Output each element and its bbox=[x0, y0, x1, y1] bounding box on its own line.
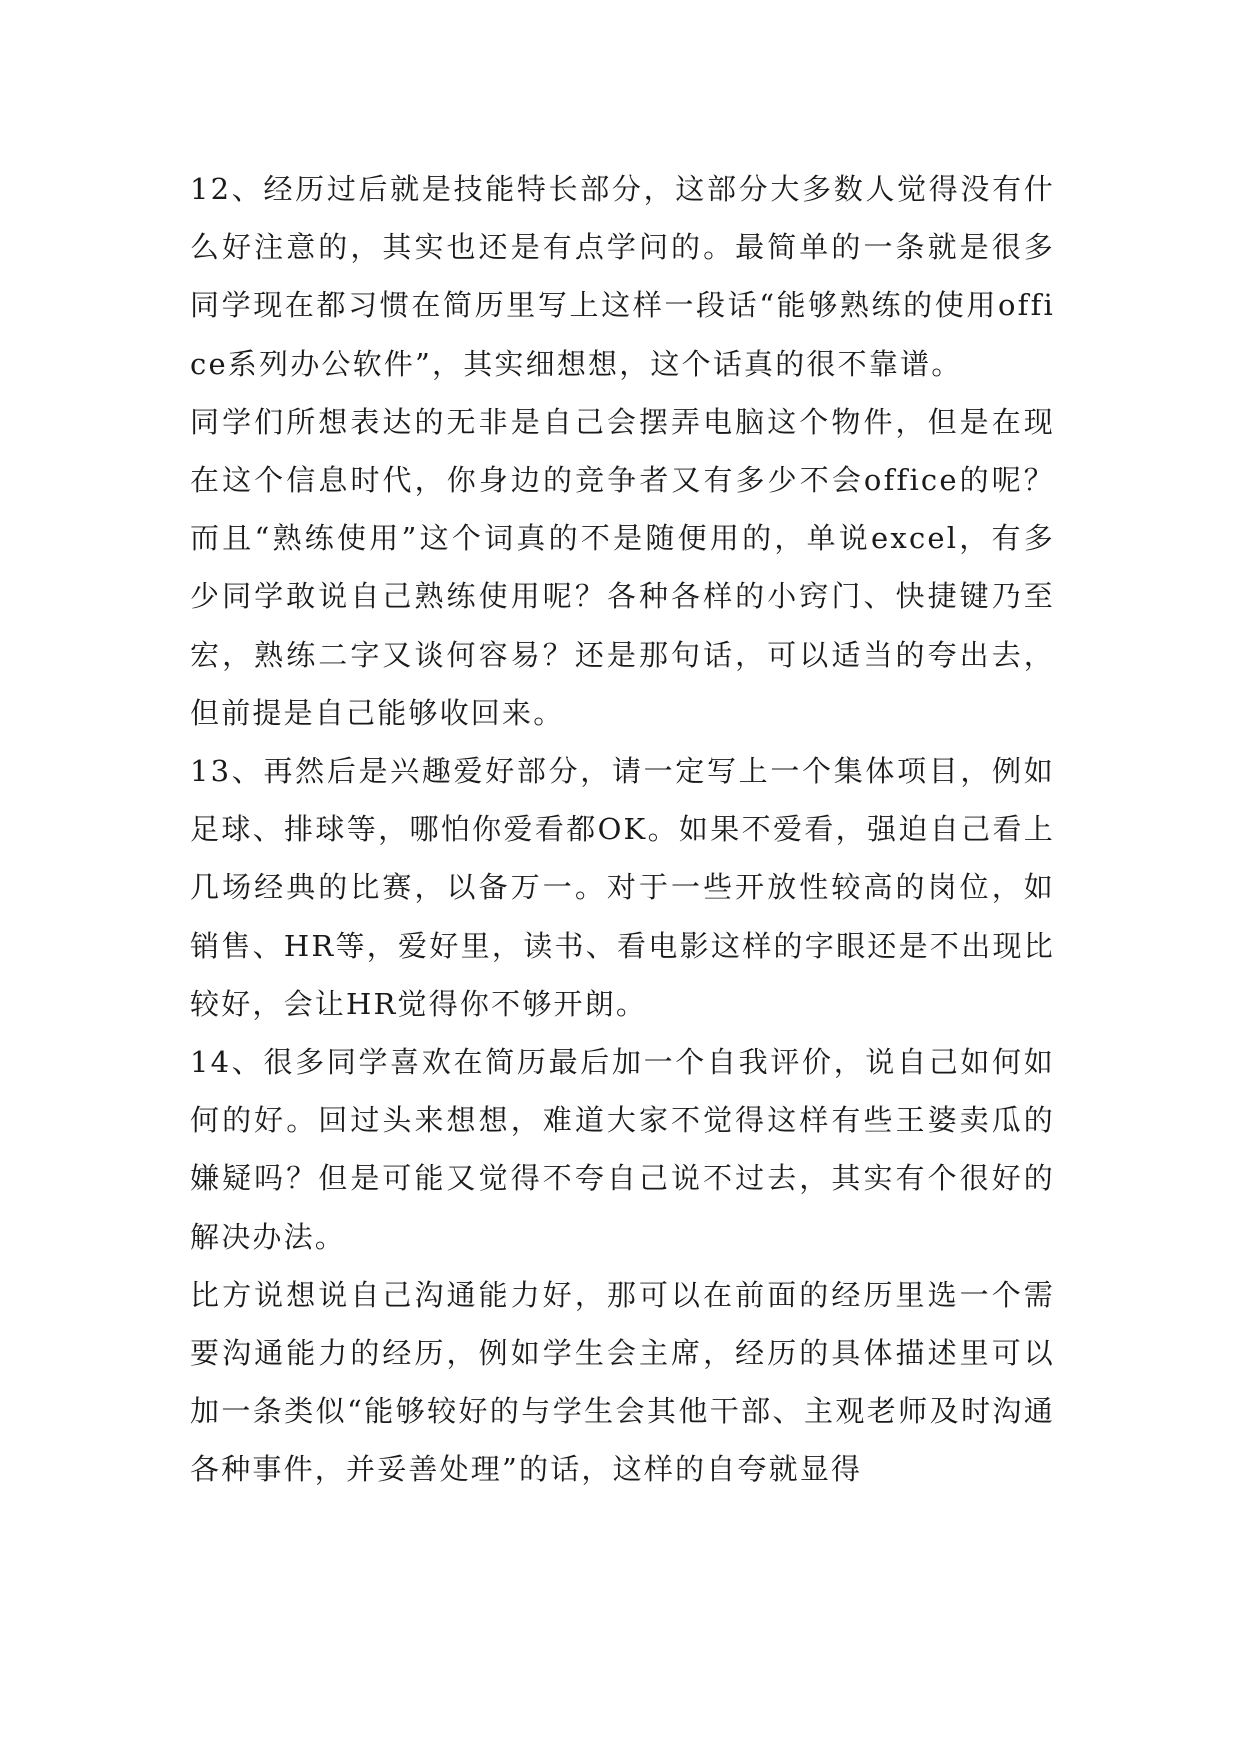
paragraph-communication-example: 比方说想说自己沟通能力好，那可以在前面的经历里选一个需要沟通能力的经历，例如学生会主席，经历的具体描述里可以加一条类似“能够较好的与学生会其他干部、主观老师及时沟通各种事件，并妥善处理”的话，这样的自夸就显得 bbox=[190, 1277, 1055, 1487]
paragraph-skills: 12、经历过后就是技能特长部分，这部分大多数人觉得没有什么好注意的，其实也还是有点学问的。最简单的一条就是很多同学现在都习惯在简历里写上这样一段话“能够熟练的使用office系列办公软件”，其实细想想，这个话真的很不靠谱。 bbox=[190, 172, 1055, 381]
paragraph-hobbies: 13、再然后是兴趣爱好部分，请一定写上一个集体项目，例如足球、排球等，哪怕你爱看都OK。如果不爱看，强迫自己看上几场经典的比赛，以备万一。对于一些开放性较高的岗位，如销售、HR等，爱好里，读书、看电影这样的字眼还是不出现比较好，会让HR觉得你不够开朗。 bbox=[190, 754, 1055, 1021]
paragraph-office: 同学们所想表达的无非是自己会摆弄电脑这个物件，但是在现在这个信息时代，你身边的竞争者又有多少不会office的呢？而且“熟练使用”这个词真的不是随便用的，单说excel，有多少同学敢说自己熟练使用呢？各种各样的小窍门、快捷键乃至宏，熟练二字又谈何容易？还是那句话，可以适当的夸出去，但前提是自己能够收回来。 bbox=[190, 404, 1055, 730]
document-body bbox=[190, 160, 1055, 1499]
paragraph-self-evaluation: 14、很多同学喜欢在简历最后加一个自我评价，说自己如何如何的好。回过头来想想，难道大家不觉得这样有些王婆卖瓜的嫌疑吗？但是可能又觉得不夸自己说不过去，其实有个很好的解决办法。 bbox=[190, 1045, 1055, 1254]
